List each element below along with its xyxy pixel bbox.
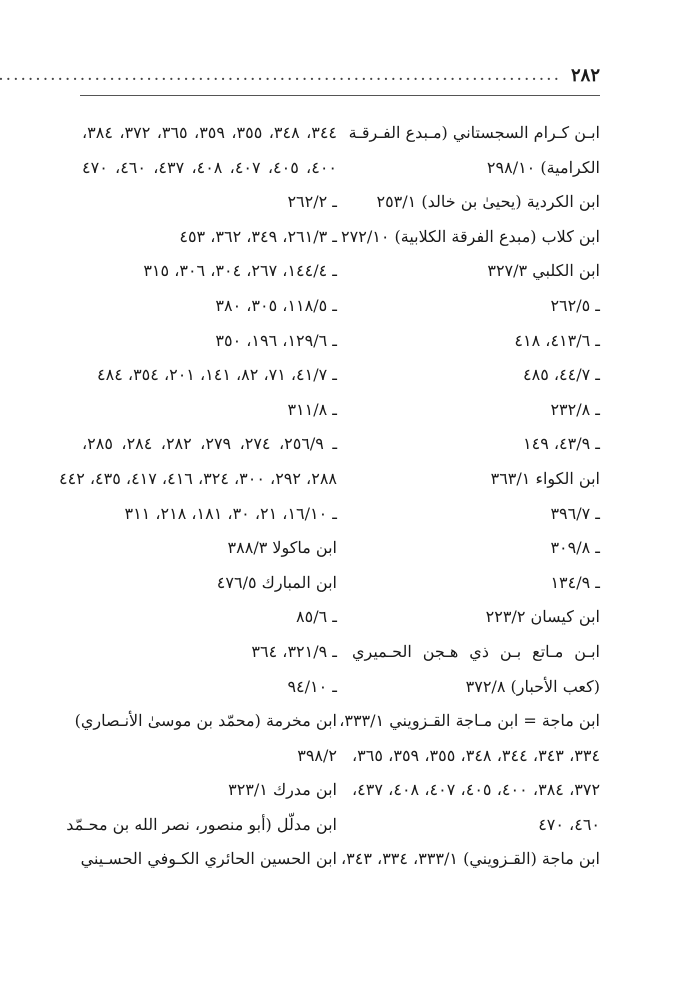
index-entry-line: ابـن مـاتع بـن ذي هـجن الحـميري	[352, 641, 600, 661]
index-entry-line: ابن كيسان ٢٢٣/٢	[485, 607, 600, 627]
index-column-right	[339, 116, 601, 877]
index-entry-line: ٣٤٤، ٣٤٨، ٣٥٥، ٣٥٩، ٣٦٥، ٣٧٢، ٣٨٤،	[82, 123, 338, 142]
index-entry-line: ابن مدلّل (أبو منصور، نصر الله بن محـمّد	[66, 814, 337, 834]
index-entry-line: ٣٧٢، ٣٨٤، ٤٠٠، ٤٠٥، ٤٠٧، ٤٠٨، ٤٣٧،	[352, 780, 601, 800]
index-entry-line: ـ ٢٣٢/٨	[550, 399, 600, 419]
index-entry-line: ـ ٣٠٩/٨	[550, 538, 600, 558]
index-entry-line: ـ ٤١/٧، ٧١، ٨٢، ١٤١، ٢٠١، ٣٥٤، ٤٨٤	[97, 365, 337, 385]
page-number: ٢٨٢	[570, 64, 600, 86]
index-entry-line: ـ ٢٦٢/٢	[287, 192, 337, 212]
index-entry-line: ابن المبارك ٤٧٦/٥	[216, 572, 337, 592]
index-entry-line: ـ ٨٥/٦	[296, 607, 337, 627]
index-entry-line: ـ ٢٥٦/٩، ٢٧٤، ٢٧٩، ٢٨٢، ٢٨٤، ٢٨٥،	[82, 434, 338, 454]
index-entry-line: (كعب الأحبار) ٣٧٢/٨	[465, 676, 600, 696]
index-entry-line: ـ ١٤٤/٤، ٢٦٧، ٣٠٤، ٣٠٦، ٣١٥	[143, 261, 337, 281]
index-entry-line: ـ ٤١٣/٦، ٤١٨	[514, 330, 600, 350]
index-entry-line: ٤٠٠، ٤٠٥، ٤٠٧، ٤٠٨، ٤٣٧، ٤٦٠، ٤٧٠	[82, 157, 337, 177]
index-entry-line: ـ ٣٩٦/٧	[550, 503, 600, 523]
index-entry-line: ـ ١٣٤/٩	[550, 572, 600, 592]
index-entry-line: ابن مدرك ٣٢٣/١	[228, 780, 337, 800]
index-entry-line: ابن الكلبي ٣٢٧/٣	[487, 261, 600, 281]
index-entry-line: ابن كلاب (مبدع الفرقة الكلابية) ٢٧٢/١٠	[341, 226, 600, 246]
index-entry-line: ـ ٣١١/٨	[287, 399, 337, 419]
index-entry-line: ـ ٤٤/٧، ٤٨٥	[523, 365, 600, 385]
index-entry-line: ـ ٩٤/١٠	[287, 676, 337, 696]
index-entry-line: ـ ١٢٩/٦، ١٩٦، ٣٥٠	[215, 330, 337, 350]
index-entry-line: ـ ٢٦٢/٥	[550, 295, 600, 315]
index-entry-line: ابن ماجة = ابن مـاجة القـزويني ٣٣٣/١،	[339, 711, 600, 731]
index-entry-line: الكرامية) ٢٩٨/١٠	[486, 157, 600, 177]
leader-dots	[0, 65, 561, 85]
index-entry-line: ٣٩٨/٢	[297, 745, 337, 765]
index-entry-line: ـ ٤٣/٩، ١٤٩	[523, 434, 600, 454]
index-entry-line: ـ ٣٢١/٩، ٣٦٤	[251, 641, 337, 661]
index-entry-line: ـ ٢٦١/٣، ٣٤٩، ٣٦٢، ٤٥٣	[179, 226, 337, 246]
index-entry-line: ٤٦٠، ٤٧٠	[538, 814, 600, 834]
index-entry-line: ابـن كـرام السجستاني (مـبدع الفـرقـة	[348, 123, 600, 142]
index-entry-line: ابن الكواء ٣٦٣/١	[490, 468, 600, 488]
index-entry-line: ـ ١٦/١٠، ٢١، ٣٠، ١٨١، ٢١٨، ٣١١	[124, 503, 337, 523]
index-entry-line: ٣٣٤، ٣٤٣، ٣٤٤، ٣٤٨، ٣٥٥، ٣٥٩، ٣٦٥،	[352, 745, 601, 765]
index-entry-line: ـ ١١٨/٥، ٣٠٥، ٣٨٠	[215, 295, 337, 315]
index-entry-line: ابن مخرمة (محمّد بن موسىٰ الأنـصاري)	[74, 711, 337, 731]
index-entry-line: ابن ماجة (القـزويني) ٣٣٣/١، ٣٣٤، ٣٤٣،	[340, 849, 600, 869]
index-column-left	[59, 116, 338, 877]
index-entry-line: ابن الحسين الحائري الكـوفي الحسـيني	[80, 849, 337, 869]
index-entry-line: ابن الكردية (يحيىٰ بن خالد) ٢٥٣/١	[376, 192, 600, 212]
index-entry-line: ابن ماكولا ٣٨٨/٣	[227, 538, 337, 558]
index-entry-line: ٢٨٨، ٢٩٢، ٣٠٠، ٣٢٤، ٤١٦، ٤١٧، ٤٣٥، ٤٤٢	[59, 468, 337, 488]
page-header	[80, 62, 600, 88]
header-rule	[80, 95, 600, 96]
